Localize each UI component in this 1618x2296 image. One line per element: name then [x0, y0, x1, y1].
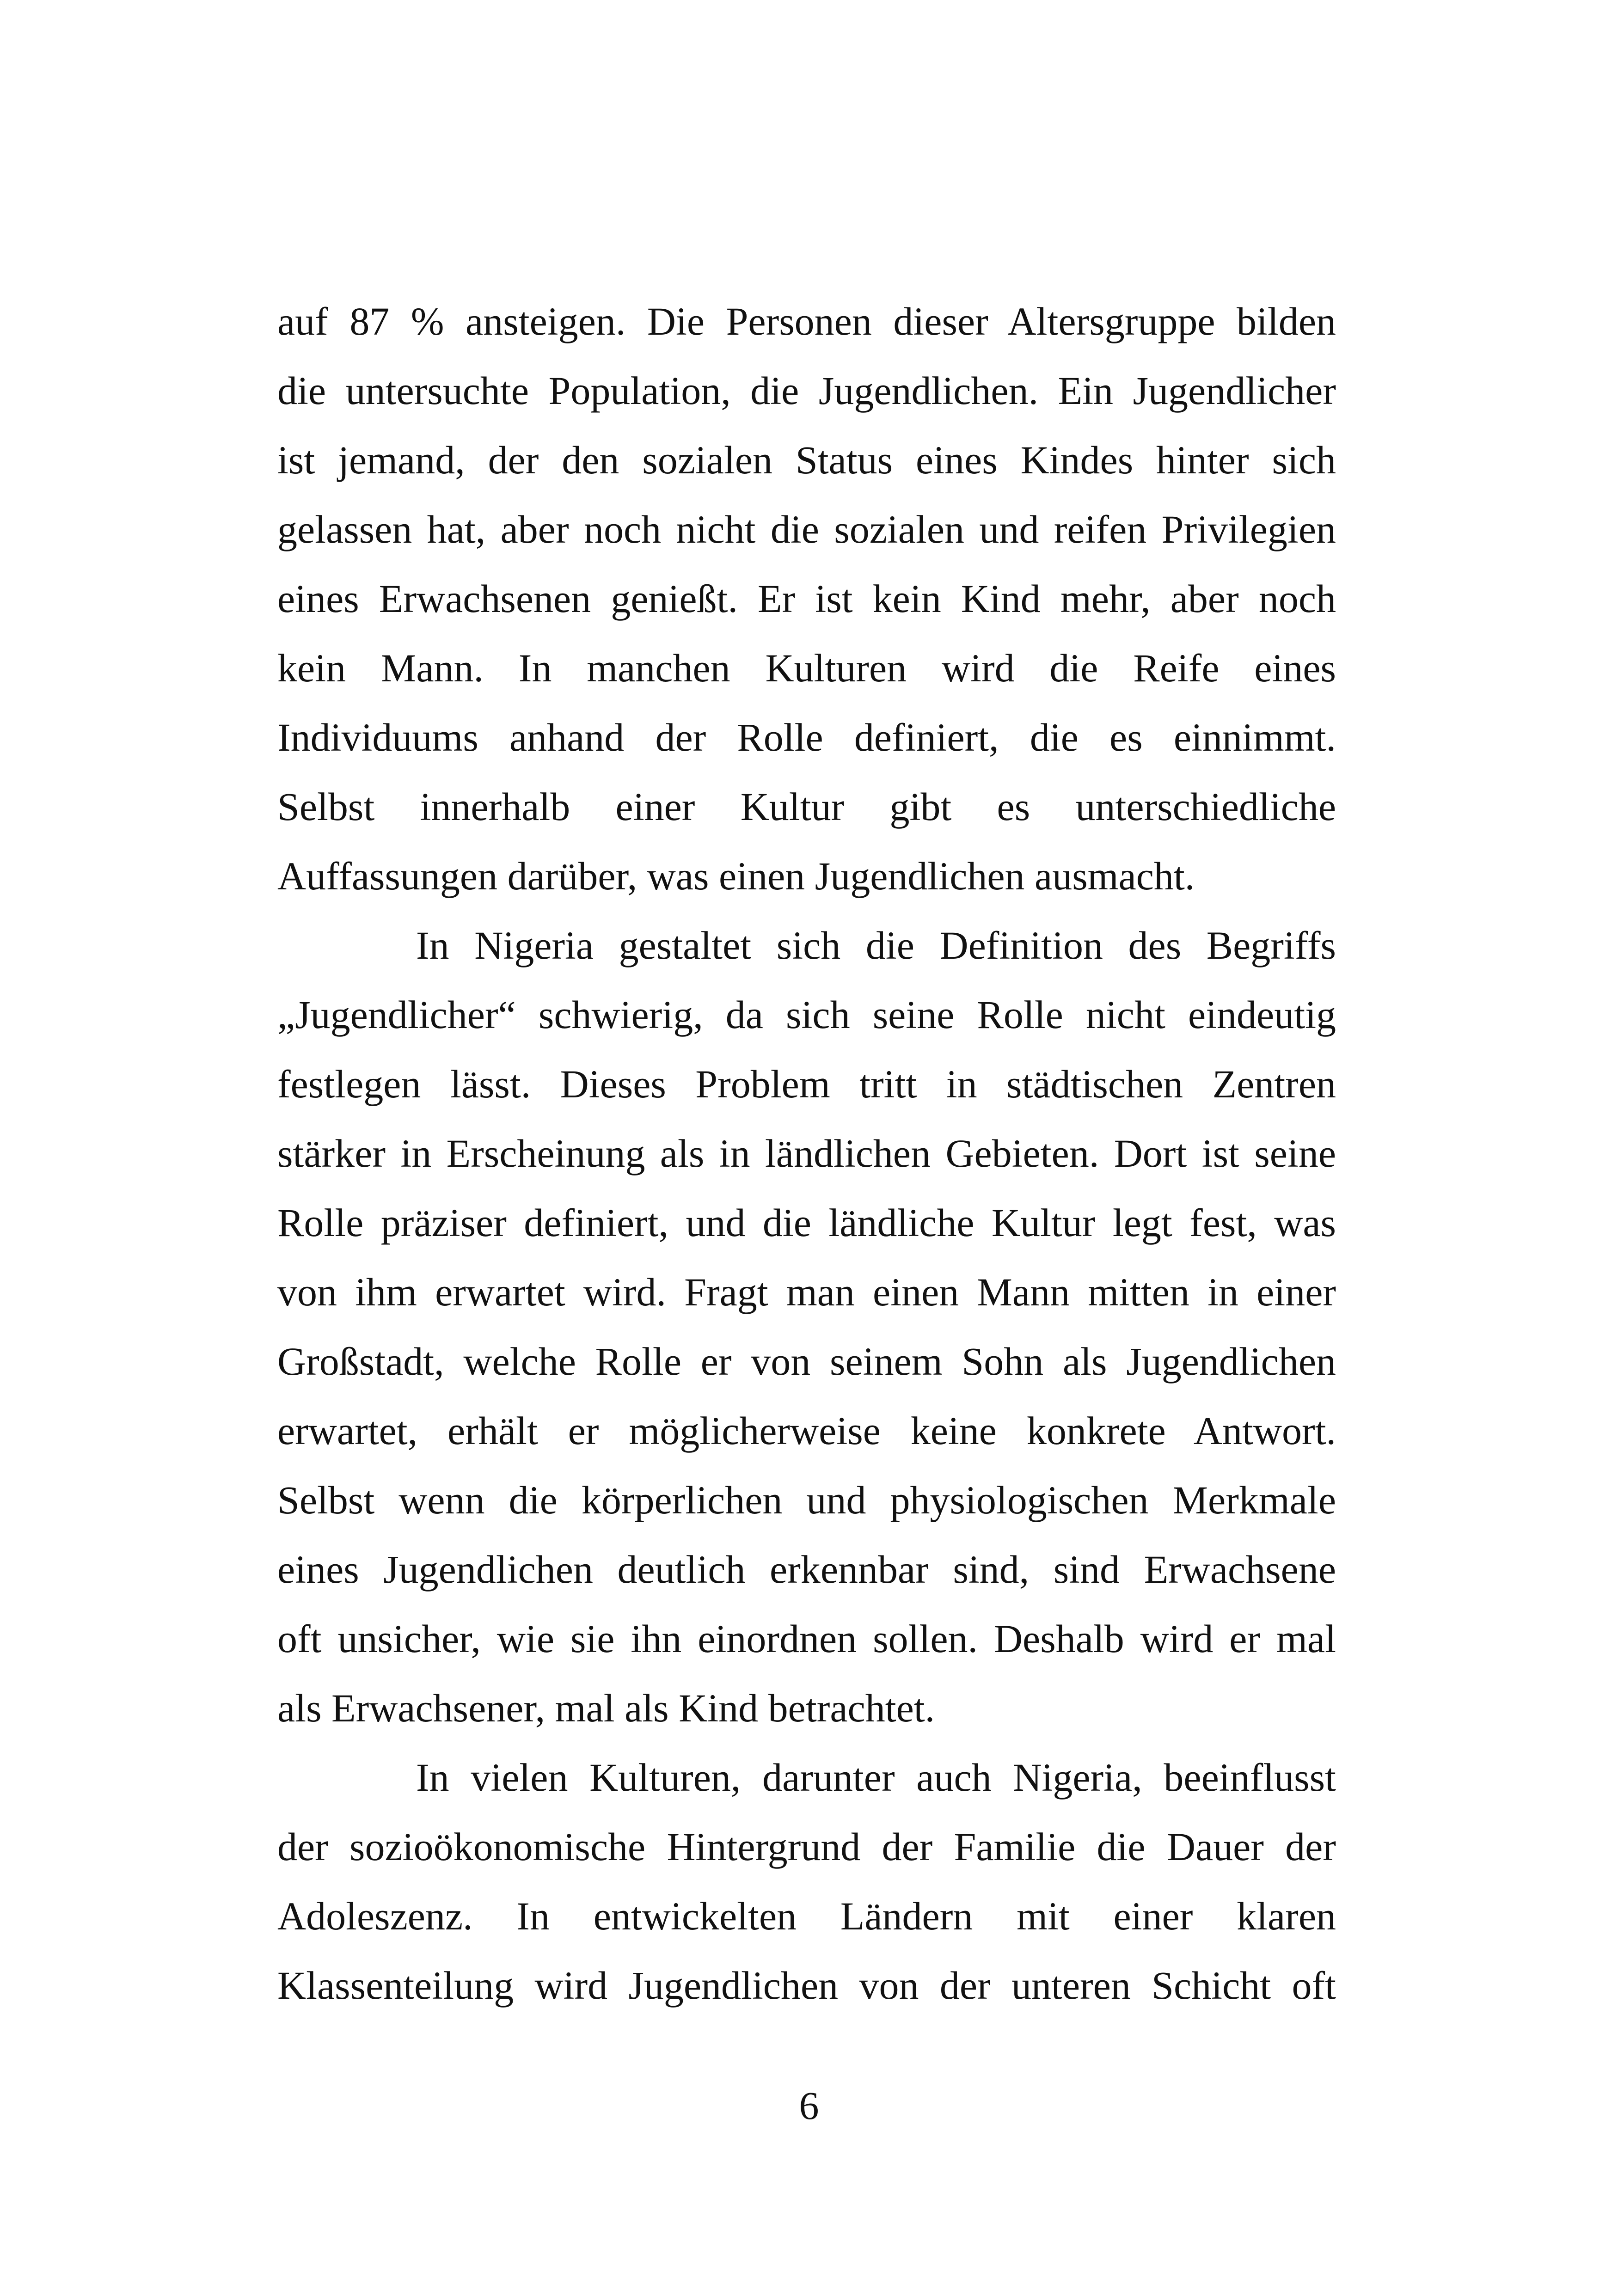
text-line: Adoleszenz. In entwickelten Ländern mit einer klaren — [277, 1894, 1336, 1938]
text-line: Großstadt, welche Rolle er von seinem Sohn als Jugendlichen — [277, 1339, 1336, 1384]
text-line: eines Jugendlichen deutlich erkennbar sind, sind Erwachsene — [277, 1547, 1336, 1592]
text-line: die untersuchte Population, die Jugendlichen. Ein Jugendlicher — [277, 368, 1336, 413]
text-line: Individuums anhand der Rolle definiert, die es einnimmt. — [277, 715, 1336, 759]
text-line: gelassen hat, aber noch nicht die sozialen und reifen Privilegien — [277, 507, 1336, 551]
text-line: auf 87 % ansteigen. Die Personen dieser Altersgruppe bilden — [277, 299, 1336, 343]
paragraph-2 — [277, 911, 1336, 1743]
text-line: erwartet, erhält er möglicherweise keine konkrete Antwort. — [277, 1408, 1336, 1453]
text-line: „Jugendlicher“ schwierig, da sich seine Rolle nicht eindeutig — [277, 992, 1336, 1037]
text-line: In Nigeria gestaltet sich die Definition des Begriffs — [416, 923, 1336, 967]
text-line: der sozioökonomische Hintergrund der Familie die Dauer der — [277, 1825, 1336, 1869]
text-line: Selbst innerhalb einer Kultur gibt es unterschiedliche — [277, 784, 1336, 829]
paragraph-3 — [277, 1743, 1336, 2020]
page-number: 6 — [799, 2083, 819, 2128]
text-line: ist jemand, der den sozialen Status eines Kindes hinter sich — [277, 438, 1336, 482]
text-line: Rolle präziser definiert, und die ländliche Kultur legt fest, was — [277, 1200, 1336, 1245]
text-line: Selbst wenn die körperlichen und physiologischen Merkmale — [277, 1478, 1336, 1522]
text-line: als Erwachsener, mal als Kind betrachtet. — [277, 1686, 935, 1730]
text-line: Klassenteilung wird Jugendlichen von der unteren Schicht oft — [277, 1963, 1336, 2008]
text-line: eines Erwachsenen genießt. Er ist kein Kind mehr, aber noch — [277, 576, 1336, 621]
text-line: In vielen Kulturen, darunter auch Nigeria, beeinflusst — [416, 1755, 1336, 1800]
body-text — [277, 287, 1336, 2020]
text-line: Auffassungen darüber, was einen Jugendlichen ausmacht. — [277, 854, 1195, 898]
text-line: festlegen lässt. Dieses Problem tritt in städtischen Zentren — [277, 1062, 1336, 1106]
text-line: stärker in Erscheinung als in ländlichen Gebieten. Dort ist seine — [277, 1131, 1336, 1176]
paragraph-1 — [277, 287, 1336, 911]
text-line: oft unsicher, wie sie ihn einordnen sollen. Deshalb wird er mal — [277, 1616, 1336, 1661]
text-line: von ihm erwartet wird. Fragt man einen Mann mitten in einer — [277, 1270, 1336, 1314]
text-line: kein Mann. In manchen Kulturen wird die Reife eines — [277, 646, 1336, 690]
